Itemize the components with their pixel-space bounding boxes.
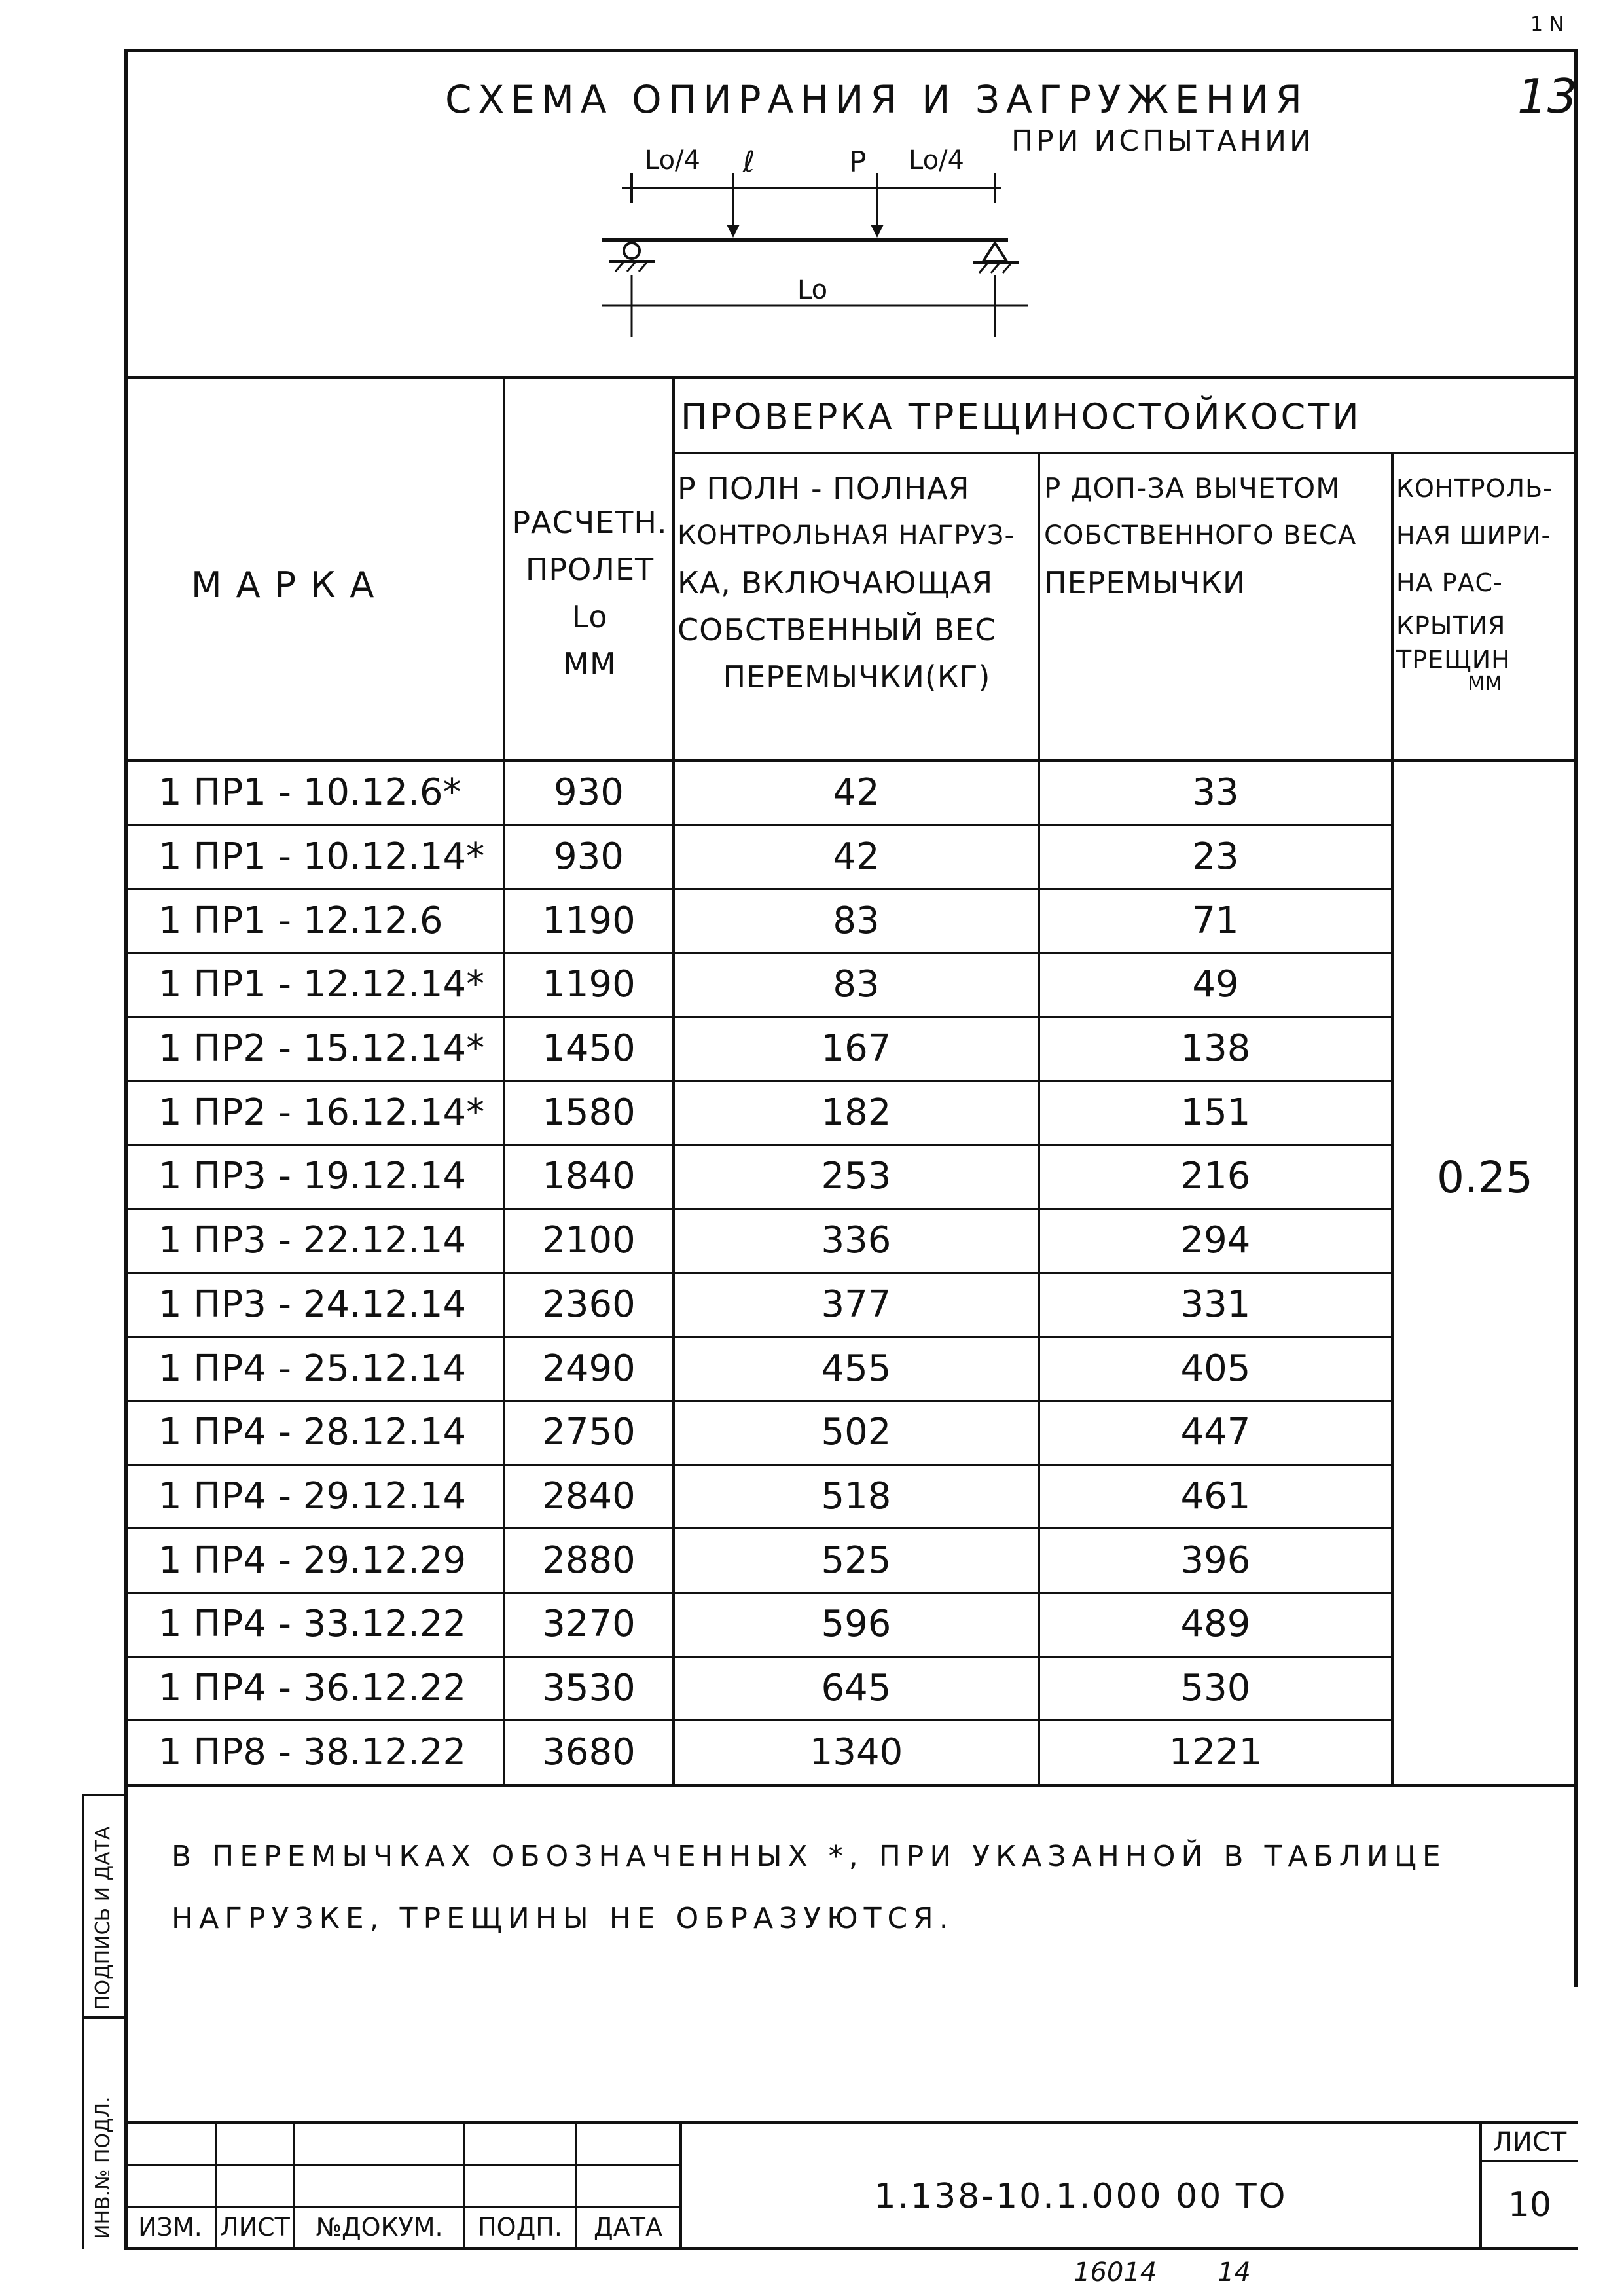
cell-pdop: 489 [1180,1603,1251,1646]
cell-marka: 1 ПР4 - 36.12.22 [158,1666,467,1709]
cell-span: 1450 [542,1027,636,1070]
cell-pdop: 138 [1180,1027,1251,1070]
cell-marka: 1 ПР1 - 10.12.6* [158,771,461,814]
cell-ppoln: 253 [821,1155,892,1198]
label-lo4-right: Lo/4 [909,145,964,175]
cell-pdop: 151 [1180,1091,1251,1134]
row-divider [124,888,1392,890]
cell-span: 1190 [542,963,636,1006]
cell-pdop: 1221 [1168,1730,1263,1774]
stamp-row-line-1 [124,2164,681,2166]
cell-marka: 1 ПР1 - 12.12.14* [158,963,485,1006]
width-hdr-5: ТРЕЩИН [1396,646,1511,674]
table-top-line [124,376,1578,379]
stamp-designation: 1.138-10.1.000 00 ТО [874,2177,1288,2216]
cell-span: 2840 [542,1474,636,1518]
row-divider [124,1400,1392,1402]
cell-marka: 1 ПР4 - 28.12.14 [158,1411,467,1454]
span-hdr-1: РАСЧЕТН. [512,505,668,540]
side-label-inv: ИНВ.№ ПОДЛ. [92,2096,115,2239]
row-divider [124,952,1392,954]
cell-span: 1580 [542,1091,636,1134]
span-hdr-2: ПРОЛЕТ [525,552,655,587]
note-line-2: НАГРУЗКЕ, ТРЕЩИНЫ НЕ ОБРАЗУЮТСЯ. [171,1902,954,1935]
cell-marka: 1 ПР4 - 33.12.22 [158,1603,467,1646]
stamp-doc: №ДОКУМ. [316,2213,443,2242]
row-divider [124,1527,1392,1529]
cell-pdop: 23 [1192,835,1239,879]
crack-width-value: 0.25 [1437,1152,1533,1203]
cell-span: 1190 [542,899,636,942]
cell-marka: 1 ПР3 - 22.12.14 [158,1219,467,1262]
ppoln-hdr-2: КОНТРОЛЬНАЯ НАГРУЗ- [677,520,1015,551]
cell-ppoln: 525 [821,1539,892,1582]
cell-marka: 1 ПР2 - 16.12.14* [158,1091,485,1134]
corner-mark: 1 N [1530,13,1564,36]
cell-span: 2750 [542,1411,636,1454]
cell-pdop: 331 [1180,1283,1251,1326]
stamp-data: ДАТА [594,2213,662,2242]
cell-ppoln: 167 [821,1027,892,1070]
width-hdr-4: КРЫТИЯ [1396,611,1506,640]
cell-ppoln: 645 [821,1666,892,1709]
frame-right [1574,49,1578,1987]
row-divider [124,1208,1392,1210]
note-line-1: В ПЕРЕМЫЧКАХ ОБОЗНАЧЕННЫХ *, ПРИ УКАЗАННОЙ В ТАБЛИЦЕ [171,1840,1447,1873]
page-number-corner: 13 [1517,69,1578,124]
cell-pdop: 294 [1180,1219,1251,1262]
cell-marka: 1 ПР3 - 24.12.14 [158,1283,467,1326]
cell-marka: 1 ПР3 - 19.12.14 [158,1155,467,1198]
cell-ppoln: 83 [833,899,880,942]
stamp-izm: ИЗМ. [138,2213,202,2242]
row-divider [124,824,1392,826]
cell-marka: 1 ПР1 - 10.12.14* [158,835,485,879]
cell-span: 2880 [542,1539,636,1582]
col-header-ppoln [677,465,1036,701]
col-header-span [508,499,672,687]
side-strip-top [82,1794,126,1796]
vline-4 [1391,452,1394,1785]
side-label-sign: ПОДПИСЬ И ДАТА [92,1826,115,2010]
width-hdr-6: ММ [1468,672,1503,695]
cell-marka: 1 ПР1 - 12.12.6 [158,899,443,942]
cell-ppoln: 182 [821,1091,892,1134]
stamp-list: ЛИСТ [220,2213,290,2242]
scheme-title: СХЕМА ОПИРАНИЯ И ЗАГРУЖЕНИЯ [445,77,1308,122]
side-strip-divider [82,2016,126,2019]
scheme-subtitle: ПРИ ИСПЫТАНИИ [1011,124,1314,158]
label-p: P [849,145,867,179]
frame-top [124,49,1578,52]
cell-marka: 1 ПР4 - 29.12.29 [158,1539,467,1582]
label-lo4-left: Lo/4 [645,145,700,175]
group-header-line [672,452,1578,454]
ppoln-hdr-5: ПЕРЕМЫЧКИ(КГ) [723,659,991,695]
cell-span: 1840 [542,1155,636,1198]
cell-pdop: 461 [1180,1474,1251,1518]
cell-span: 930 [554,835,624,879]
cell-ppoln: 596 [821,1603,892,1646]
cell-pdop: 71 [1192,899,1239,942]
cell-marka: 1 ПР2 - 15.12.14* [158,1027,485,1070]
side-strip-left [82,1794,84,2249]
cell-ppoln: 518 [821,1474,892,1518]
cell-pdop: 216 [1180,1155,1251,1198]
cell-pdop: 447 [1180,1411,1251,1454]
cell-ppoln: 42 [833,771,880,814]
group-header: ПРОВЕРКА ТРЕЩИНОСТОЙКОСТИ [681,396,1362,437]
col-header-width [1396,465,1574,694]
cell-marka: 1 ПР4 - 29.12.14 [158,1474,467,1518]
cell-pdop: 405 [1180,1347,1251,1390]
ppoln-hdr-4: СОБСТВЕННЫЙ ВЕС [677,612,997,647]
pdop-hdr-3: ПЕРЕМЫЧКИ [1044,565,1246,600]
row-divider [124,1336,1392,1338]
cell-span: 2490 [542,1347,636,1390]
label-l: ℓ [743,145,755,179]
width-hdr-2: НАЯ ШИРИ- [1396,521,1551,550]
row-divider [124,1016,1392,1018]
cell-span: 3270 [542,1603,636,1646]
ppoln-hdr-3: КА, ВКЛЮЧАЮЩАЯ [677,565,994,600]
frame-bottom [124,2247,1578,2250]
stamp-sheet-number: 10 [1507,2185,1552,2225]
stamp-top-line [124,2121,1578,2124]
cell-span: 3680 [542,1730,636,1774]
cell-ppoln: 377 [821,1283,892,1326]
cell-ppoln: 1340 [809,1730,903,1774]
width-hdr-1: КОНТРОЛЬ- [1396,474,1553,503]
cell-marka: 1 ПР4 - 25.12.14 [158,1347,467,1390]
span-hdr-3: Lo [571,599,608,634]
row-divider [124,1719,1392,1721]
pdop-hdr-2: СОБСТВЕННОГО ВЕСА [1044,520,1357,551]
label-lo: Lo [797,275,828,305]
cell-ppoln: 455 [821,1347,892,1390]
stamp-sheet-label: ЛИСТ [1492,2127,1567,2157]
row-divider [124,1272,1392,1274]
row-divider [124,1080,1392,1082]
cell-marka: 1 ПР8 - 38.12.22 [158,1730,467,1774]
width-hdr-3: НА РАС- [1396,568,1503,597]
col-header-pdop [1044,465,1391,606]
cell-ppoln: 502 [821,1411,892,1454]
cell-pdop: 396 [1180,1539,1251,1582]
cell-pdop: 49 [1192,963,1239,1006]
cell-ppoln: 83 [833,963,880,1006]
ppoln-hdr-1: Р ПОЛН - ПОЛНАЯ [677,471,970,506]
cell-span: 2360 [542,1283,636,1326]
cell-span: 930 [554,771,624,814]
cell-ppoln: 336 [821,1219,892,1262]
bottom-scrawl: 16014 14 [1074,2257,1251,2287]
row-divider [124,1592,1392,1594]
col-header-marka: МАРКА [191,564,389,606]
cell-pdop: 33 [1192,771,1239,814]
row-divider [124,1464,1392,1466]
cell-span: 2100 [542,1219,636,1262]
row-divider [124,1656,1392,1658]
cell-ppoln: 42 [833,835,880,879]
stamp-podp: ПОДП. [478,2213,562,2242]
pdop-hdr-1: Р ДОП-ЗА ВЫЧЕТОМ [1044,472,1341,504]
row-divider [124,1144,1392,1146]
span-hdr-4: ММ [563,646,617,682]
table-bottom-line [124,1784,1578,1787]
cell-pdop: 530 [1180,1666,1251,1709]
cell-span: 3530 [542,1666,636,1709]
